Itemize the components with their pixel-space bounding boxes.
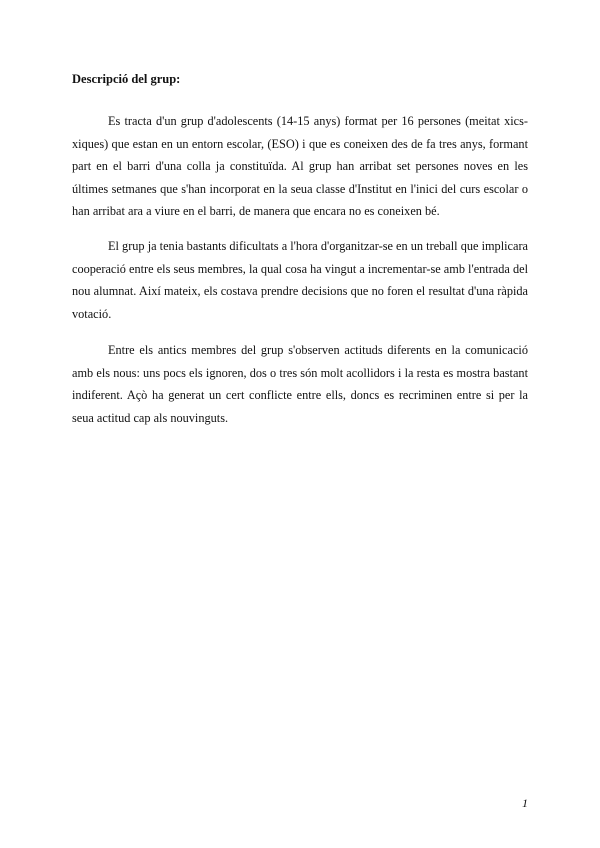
paragraph-group-description: Es tracta d'un grup d'adolescents (14-15 anys) format per 16 persones (meitat xics-xiques) que estan en un entorn escolar, (ESO) i que es coneixen des de fa tres anys, formant part en el barri d'una colla ja constituïda. Al grup han arribat set persones noves en les últimes setmanes que s'han incorporat en la seua classe d'Institut en l'inici del curs escolar o han arribat ara a viure en el barri, de manera que encara no es coneixen bé.	[72, 114, 528, 219]
paragraph-group-attitudes: Entre els antics membres del grup s'observen actituds diferents en la comunicació amb els nous: uns pocs els ignoren, dos o tres són molt acollidors i la resta es mostra bastant indiferent. Açò ha generat un cert conflicte entre ells, doncs es recriminen entre si per la seua actitud cap als nouvinguts.	[72, 343, 528, 425]
section-heading: Descripció del grup:	[72, 72, 181, 86]
page-number: 1	[522, 796, 528, 810]
paragraph-group-difficulties: El grup ja tenia bastants dificultats a l'hora d'organitzar-se en un treball que implicara cooperació entre els seus membres, la qual cosa ha vingut a incrementar-se amb l'entrada del nou alumnat. Així mateix, els costava prendre decisions que no foren el resultat d'una ràpida votació.	[72, 239, 528, 321]
